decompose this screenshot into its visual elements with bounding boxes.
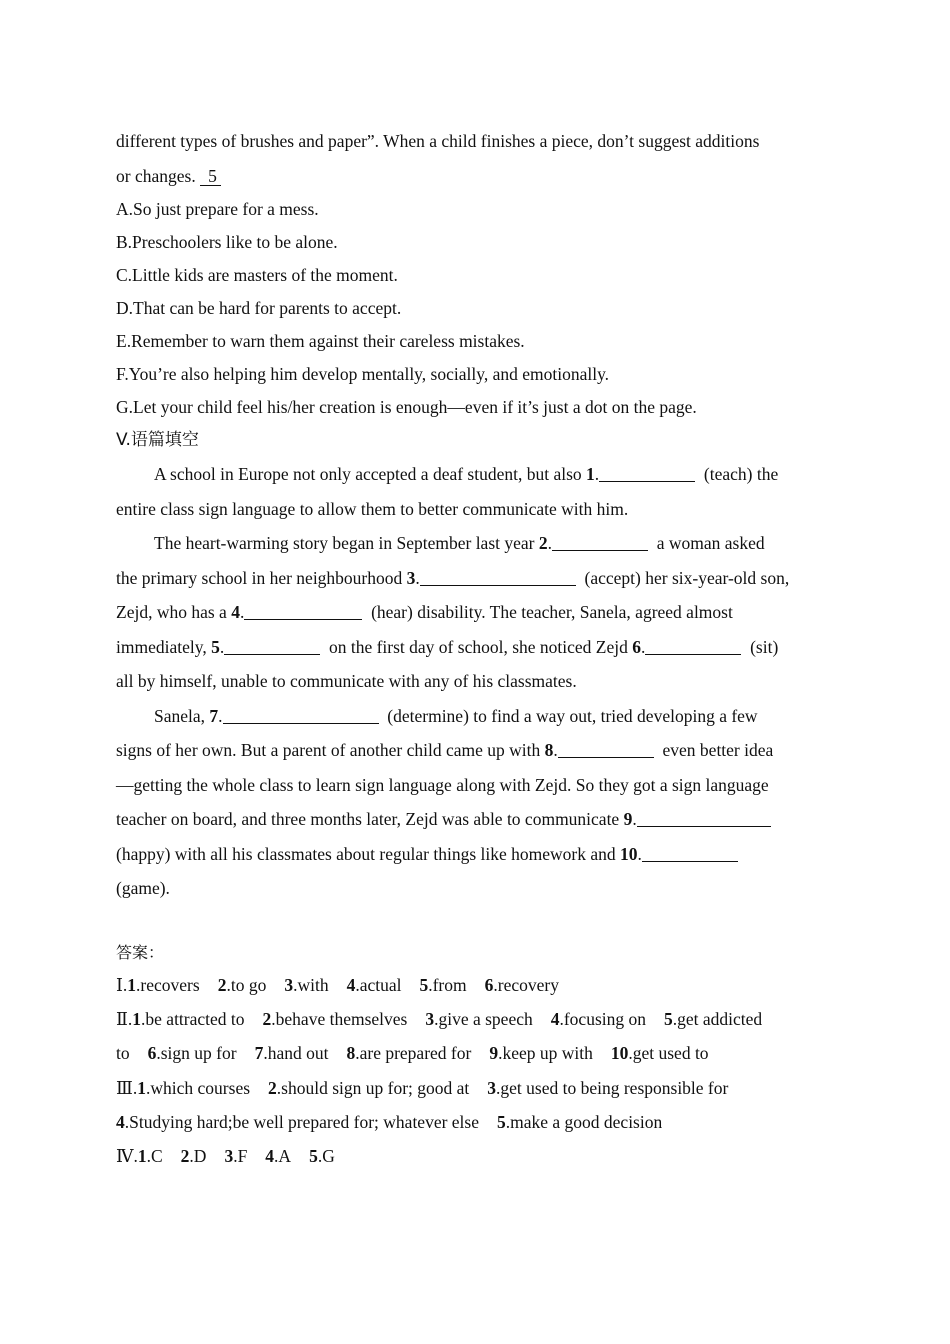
answer-number: 10 (610, 1043, 629, 1063)
cloze-line: the primary school in her neighbourhood 3. (accept) her six-year-old son, (116, 567, 790, 588)
cloze-text: The heart-warming story began in September last year (154, 533, 535, 553)
cloze-text: Sanela, (154, 705, 206, 726)
answers-section-2-cont (116, 1036, 832, 1071)
answer-number: 5 (497, 1112, 506, 1132)
answer-number: 4 (346, 974, 356, 995)
answer-label: Ⅰ. (116, 974, 128, 995)
cloze-line: Zejd, who has a 4. (hear) disability. The teacher, Sanela, agreed almost (116, 602, 733, 622)
option-b: B.Preschoolers like to be alone. (116, 232, 338, 252)
cloze-hint: (teach) the (703, 464, 779, 484)
answer-text: to (116, 1043, 130, 1063)
answer-number: 8 (346, 1043, 356, 1063)
document-page (116, 124, 832, 1173)
answer-number: 5 (419, 974, 429, 995)
option-g: G.Let your child feel his/her creation is enough—even if it’s just a dot on the page. (116, 397, 697, 417)
option-e: E.Remember to warn them against their careless mistakes. (116, 331, 525, 351)
answer-number: 5 (309, 1145, 318, 1166)
cloze-hint: (game). (116, 878, 170, 898)
blank-7[interactable] (223, 704, 379, 723)
answer-number: 1 (132, 1008, 142, 1029)
cloze-line: (happy) with all his classmates about regular things like homework and 10. (116, 837, 832, 872)
blank-5[interactable] (224, 635, 320, 654)
answer-label: Ⅱ. (116, 1008, 133, 1029)
cloze-line: immediately, 5. on the first day of school, she noticed Zejd 6. (sit) (116, 636, 779, 657)
answer-text: .D (189, 1145, 207, 1166)
cloze-line: signs of her own. But a parent of another child came up with 8. even better idea (116, 740, 774, 760)
answers-section-2 (116, 1002, 832, 1037)
answer-text: .to go (226, 974, 267, 995)
answer-text: .from (428, 974, 467, 995)
option-f: F.You’re also helping him develop mentally, socially, and emotionally. (116, 364, 610, 384)
answer-number: 3 (487, 1077, 497, 1098)
answer-number: 1 (137, 1145, 147, 1166)
cloze-hint: (happy) with all his classmates about regular things like homework and (116, 843, 616, 864)
cloze-line (116, 664, 832, 699)
passage-text: or changes. (116, 165, 196, 186)
answer-number: 7 (254, 1043, 264, 1063)
answer-text: .A (274, 1145, 292, 1166)
blank-10[interactable] (642, 842, 738, 861)
answer-number: 3 (425, 1008, 435, 1029)
answer-number: 9 (489, 1043, 499, 1063)
passage-tail-line (116, 159, 832, 194)
answer-text: .sign up for (156, 1043, 237, 1063)
blank-number: 4 (231, 602, 240, 622)
cloze-text: teacher on board, and three months later, Zejd was able to communicate (116, 809, 620, 829)
answer-text: .actual (355, 974, 402, 995)
blank-9[interactable] (637, 808, 771, 827)
cloze-text: on the first day of school, she noticed Zejd (328, 636, 628, 657)
answer-number: 4 (265, 1145, 275, 1166)
blank-number: 1 (586, 464, 595, 484)
answer-text: .make a good decision (505, 1112, 663, 1132)
cloze-hint: (determine) to find a way out, tried developing a few (387, 705, 758, 726)
cloze-line: A school in Europe not only accepted a deaf student, but also 1. (teach) the (154, 464, 779, 484)
answer-text: .which courses (146, 1077, 251, 1098)
answer-label: Ⅳ. (116, 1145, 138, 1166)
answer-text: .are prepared for (355, 1043, 472, 1063)
answer-text: .with (293, 974, 329, 995)
blank-number: 2 (538, 533, 548, 553)
answer-number: 3 (224, 1145, 234, 1166)
blank-number: 5 (211, 636, 220, 657)
cloze-line (116, 492, 832, 527)
answer-text: .get used to (628, 1043, 709, 1063)
answer-number: 6 (484, 974, 494, 995)
answer-number: 2 (268, 1077, 277, 1098)
cloze-line: The heart-warming story began in September last year 2. a woman asked (154, 533, 765, 553)
answers-section-3-cont (116, 1105, 832, 1140)
blank-number: 9 (623, 809, 633, 829)
cloze-text: immediately, (116, 636, 207, 657)
answer-text: .give a speech (434, 1008, 533, 1029)
answer-number: 5 (664, 1008, 673, 1029)
answer-text: .F (233, 1145, 248, 1166)
answer-number: 1 (127, 974, 137, 995)
cloze-text: the primary school in her neighbourhood (116, 567, 403, 588)
blank-2[interactable] (552, 532, 648, 551)
answers-heading: 答案： (116, 942, 165, 962)
answer-number: 4 (116, 1112, 125, 1132)
answer-text: .keep up with (498, 1043, 593, 1063)
cloze-text: all by himself, unable to communicate with any of his classmates. (116, 671, 577, 691)
answers-section-1 (116, 969, 832, 1002)
answer-text: .hand out (263, 1043, 329, 1063)
answer-text: .Studying hard;be well prepared for; whatever else (124, 1112, 479, 1132)
cloze-text: a woman asked (656, 533, 765, 553)
cloze-line (116, 768, 832, 803)
blank-number: 10 (619, 843, 638, 864)
answer-number: 3 (284, 974, 294, 995)
answer-number: 4 (550, 1008, 560, 1029)
blank-number: 7 (209, 705, 219, 726)
answer-text: .behave themselves (271, 1008, 408, 1029)
cloze-line: Sanela, 7. (determine) to find a way out, tried developing a few (154, 705, 758, 726)
blank-number: 3 (406, 567, 416, 588)
cloze-text: even better idea (662, 740, 774, 760)
answer-text: .C (146, 1145, 163, 1166)
answer-number: 2 (217, 974, 227, 995)
section-title: V.语篇填空 (116, 430, 199, 450)
answer-label: Ⅲ. (116, 1077, 138, 1098)
answer-text: .focusing on (559, 1008, 647, 1029)
blank-1[interactable] (599, 463, 695, 482)
answer-text: .be attracted to (141, 1008, 245, 1029)
spacer (116, 906, 832, 936)
option-a: A.So just prepare for a mess. (116, 199, 319, 219)
answers-section-3 (116, 1071, 832, 1106)
cloze-hint: (accept) her six-year-old son, (584, 567, 790, 588)
cloze-text: entire class sign language to allow them to better communicate with him. (116, 498, 629, 519)
cloze-text: —getting the whole class to learn sign language along with Zejd. So they got a sign language (116, 774, 769, 795)
passage-tail-line (116, 124, 832, 159)
option-c: C.Little kids are masters of the moment. (116, 265, 398, 285)
cloze-text: signs of her own. But a parent of another child came up with (116, 740, 541, 760)
cloze-hint: (hear) disability. The teacher, Sanela, agreed almost (371, 602, 733, 622)
blank-6[interactable] (645, 635, 741, 654)
passage-text: different types of brushes and paper”. When a child finishes a piece, don’t suggest additions (116, 131, 760, 151)
cloze-hint: (sit) (750, 636, 779, 657)
blank-5: 5 (200, 167, 221, 186)
answer-number: 6 (147, 1043, 157, 1063)
cloze-text: A school in Europe not only accepted a deaf student, but also (154, 464, 582, 484)
blank-3[interactable] (420, 566, 576, 585)
answer-text: .recovery (493, 974, 559, 995)
answer-number: 2 (262, 1008, 272, 1029)
answer-text: .recovers (136, 974, 200, 995)
answer-text: .get used to being responsible for (496, 1077, 729, 1098)
answer-number: 2 (180, 1145, 190, 1166)
answer-text: .G (317, 1145, 335, 1166)
blank-number: 6 (632, 636, 641, 657)
blank-number: 8 (544, 740, 554, 760)
answers-section-4 (116, 1140, 832, 1173)
answer-text: .should sign up for; good at (276, 1077, 470, 1098)
cloze-text: Zejd, who has a (116, 602, 227, 622)
answer-number: 1 (137, 1077, 147, 1098)
blank-4[interactable] (244, 601, 362, 620)
option-d: D.That can be hard for parents to accept. (116, 298, 402, 318)
cloze-line: teacher on board, and three months later, Zejd was able to communicate 9. (116, 802, 832, 837)
cloze-line (116, 871, 832, 906)
answer-text: .get addicted (672, 1008, 763, 1029)
blank-8[interactable] (558, 739, 654, 758)
